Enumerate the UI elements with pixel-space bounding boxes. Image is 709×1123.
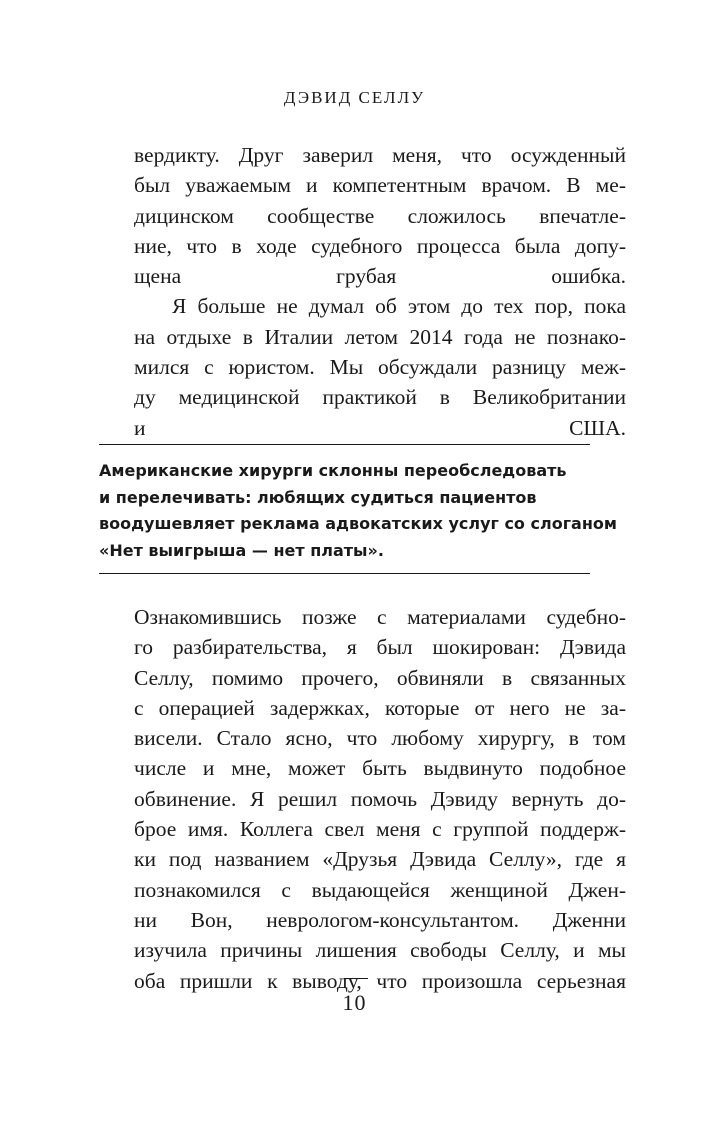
running-head: ДЭВИД СЕЛЛУ (283, 88, 426, 107)
text-line: познакомился с выдающейся женщиной Джен- (134, 877, 626, 902)
text-line: щена грубая ошибка. (134, 264, 626, 289)
pull-quote-top-rule (99, 444, 590, 445)
pull-quote-line: Американские хирурги склонны переобследовать (99, 461, 567, 480)
text-line: висели. Стало ясно, что любому хирургу, в том (134, 726, 626, 751)
text-block-top (134, 140, 626, 443)
paragraph-continuation (134, 140, 626, 291)
text-line: оба пришли к выводу, что произошла серьезная (134, 968, 626, 993)
text-line: был уважаемым и компетентным врачом. В ме- (134, 173, 626, 198)
text-line: ние, что в ходе судебного процесса была допу- (134, 233, 626, 258)
pull-quote-line: воодушевляет реклама адвокатских услуг со слоганом (99, 514, 617, 533)
text-line: ки под названием «Друзья Дэвида Селлу», где я (134, 847, 626, 872)
text-line: вердикту. Друг заверил меня, что осужденный (134, 143, 626, 167)
page-number: 10 (342, 990, 367, 1015)
text-line: на отдыхе в Италии летом 2014 года не познако- (134, 324, 626, 349)
paragraph (134, 291, 626, 442)
text-block-bottom (134, 602, 626, 996)
text-line: Я больше не думал об этом до тех пор, пока (172, 294, 626, 319)
text-line: числе и мне, может быть выдвинуто подобное (134, 756, 626, 781)
text-line: брое имя. Коллега свел меня с группой поддерж- (134, 817, 626, 842)
pull-quote-bottom-rule (99, 573, 590, 574)
text-line: Ознакомившись позже с материалами судебно- (134, 605, 626, 629)
text-line: ни Вон, неврологом-консультантом. Дженни (134, 907, 626, 932)
pull-quote-line: «Нет выигрыша — нет платы». (99, 540, 384, 560)
text-line: с операцией задержках, которые от него не за- (134, 695, 626, 720)
text-line: го разбирательства, я был шокирован: Дэвида (134, 635, 626, 660)
text-line: дицинском сообществе сложилось впечатле- (134, 203, 626, 228)
text-line: ду медицинской практикой в Великобритании (134, 385, 626, 410)
text-line: обвинение. Я решил помочь Дэвиду вернуть до- (134, 786, 626, 811)
text-line: и США. (134, 415, 626, 440)
pull-quote (99, 458, 617, 564)
text-line: мился с юристом. Мы обсуждали разницу меж- (134, 355, 626, 380)
folio-rule (344, 978, 368, 979)
pull-quote-line: и перелечивать: любящих судиться пациентов (99, 487, 537, 507)
paragraph (134, 602, 626, 996)
text-line: Селлу, помимо прочего, обвиняли в связанных (134, 665, 626, 690)
text-line: изучила причины лишения свободы Селлу, и мы (134, 938, 626, 963)
